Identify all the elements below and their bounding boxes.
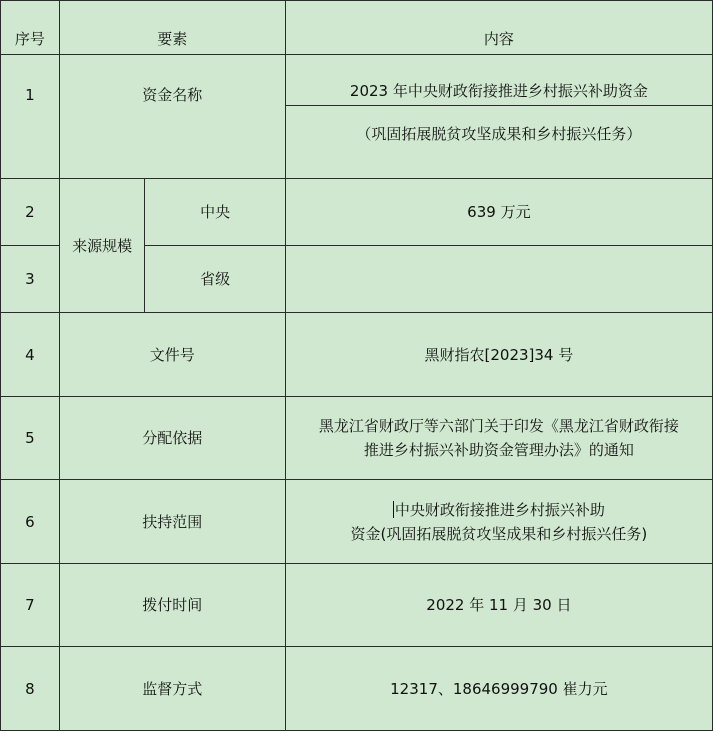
text-cursor <box>393 501 394 518</box>
element-cell: 文件号 <box>59 313 285 397</box>
table-row <box>1 564 713 647</box>
element-cell: 省级 <box>145 246 285 313</box>
seq-cell: 4 <box>1 313 60 397</box>
table-row <box>1 647 713 731</box>
seq-cell: 3 <box>1 246 60 313</box>
content-cell: 黑财指农[2023]34 号 <box>285 313 712 397</box>
table-row <box>1 480 713 564</box>
content-line: 黑龙江省财政厅等六部门关于印发《黑龙江省财政衔接 <box>318 417 679 435</box>
content-cell: 12317、18646999790 崔力元 <box>285 647 712 731</box>
content-cell <box>285 397 712 480</box>
table-row <box>1 397 713 480</box>
content-cell: 2022 年 11 月 30 日 <box>285 564 712 647</box>
header-seq: 序号 <box>1 1 60 55</box>
seq-cell: 5 <box>1 397 60 480</box>
header-row <box>1 1 713 55</box>
seq-cell: 2 <box>1 179 60 246</box>
table-row <box>1 55 713 106</box>
element-cell: 扶持范围 <box>59 480 285 564</box>
seq-cell: 8 <box>1 647 60 731</box>
element-cell: 分配依据 <box>59 397 285 480</box>
table-row <box>1 313 713 397</box>
content-line <box>292 498 706 522</box>
element-cell: 监督方式 <box>59 647 285 731</box>
content-line: 资金(巩固拓展脱贫攻坚成果和乡村振兴任务) <box>350 524 648 543</box>
content-cell <box>285 480 712 564</box>
element-cell: 中央 <box>145 179 285 246</box>
content-line: 推进乡村振兴补助资金管理办法》的通知 <box>363 441 634 459</box>
table-row <box>1 179 713 246</box>
header-content: 内容 <box>285 1 712 55</box>
content-cell: 2023 年中央财政衔接推进乡村振兴补助资金 <box>285 55 712 106</box>
element-group-cell: 来源规模 <box>59 179 145 313</box>
element-cell: 资金名称 <box>59 55 285 179</box>
content-cell <box>285 246 712 313</box>
content-cell: 639 万元 <box>285 179 712 246</box>
element-cell: 拨付时间 <box>59 564 285 647</box>
seq-cell: 6 <box>1 480 60 564</box>
seq-cell: 7 <box>1 564 60 647</box>
content-sub-cell: （巩固拓展脱贫攻坚成果和乡村振兴任务） <box>285 106 712 179</box>
header-element: 要素 <box>59 1 285 55</box>
seq-cell: 1 <box>1 55 60 179</box>
content-line-text: 中央财政衔接推进乡村振兴补助 <box>394 500 605 519</box>
